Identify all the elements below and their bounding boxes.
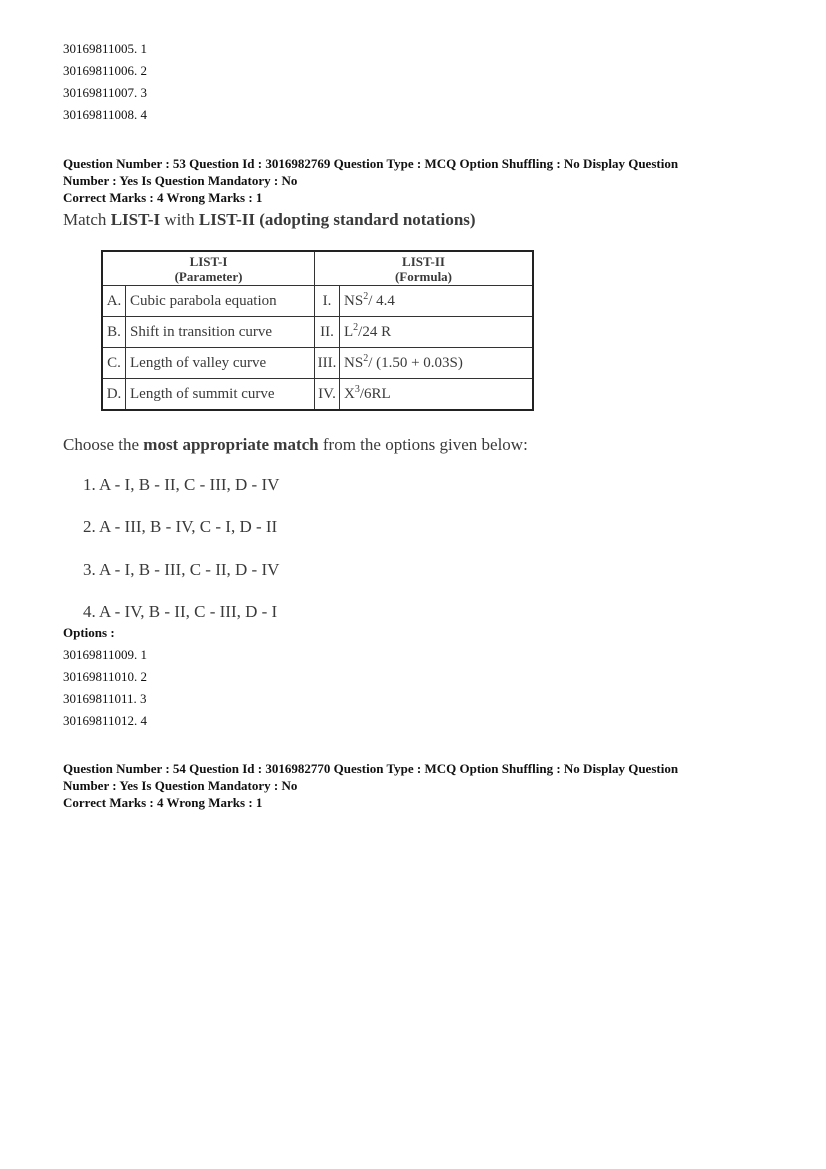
title-list2: LIST-II (adopting standard notations) — [198, 210, 476, 229]
formula-label: I. — [315, 286, 340, 317]
parameter-cell: Cubic parabola equation — [126, 286, 315, 317]
parameter-cell: Shift in transition curve — [126, 317, 315, 348]
list2-header: LIST-II (Formula) — [315, 251, 534, 286]
table-row — [102, 317, 533, 348]
question-marks: Correct Marks : 4 Wrong Marks : 1 — [63, 795, 263, 810]
list1-header: LIST-I (Parameter) — [102, 251, 315, 286]
row-label: A. — [102, 286, 126, 317]
answer-choice: 2. A - III, B - IV, C - I, D - II — [83, 517, 278, 536]
option-id: 30169811006. 2 — [63, 63, 148, 78]
formula-label: III. — [315, 348, 340, 379]
title-text: Match — [63, 210, 111, 229]
parameter-cell: Length of summit curve — [126, 379, 315, 411]
question-header — [63, 760, 763, 811]
parameter-cell: Length of valley curve — [126, 348, 315, 379]
question-header-line: Question Number : 54 Question Id : 3016982770 Question Type : MCQ Option Shuffling : No Display Question — [63, 761, 679, 776]
question-title — [63, 210, 476, 230]
question-header-line: Question Number : 53 Question Id : 3016982769 Question Type : MCQ Option Shuffling : No Display Question — [63, 156, 679, 171]
option-id: 30169811007. 3 — [63, 85, 148, 100]
formula-cell: $L^2/24$ R — [340, 317, 534, 348]
options-label: Options : — [63, 625, 115, 640]
question-header-line: Number : Yes Is Question Mandatory : No — [63, 173, 298, 188]
option-id: 30169811011. 3 — [63, 691, 147, 706]
title-text: with — [160, 210, 199, 229]
row-label: B. — [102, 317, 126, 348]
choose-instruction: Choose the most appropriate match from the options given below: — [63, 435, 528, 454]
formula-cell: $X^3/6RL$ — [340, 379, 534, 411]
formula-label: IV. — [315, 379, 340, 411]
choose-bold: most appropriate match — [143, 435, 319, 454]
option-id: 30169811009. 1 — [63, 647, 148, 662]
answer-choice: 3. A - I, B - III, C - II, D - IV — [83, 560, 280, 579]
table-row — [102, 379, 533, 411]
answer-choice: 1. A - I, B - II, C - III, D - IV — [83, 475, 280, 494]
answer-choice: 4. A - IV, B - II, C - III, D - I — [83, 602, 278, 621]
option-id: 30169811008. 4 — [63, 107, 148, 122]
question-header — [63, 155, 763, 206]
title-list1: LIST-I — [110, 210, 161, 229]
formula-cell: $NS^2/$ 4.4 — [340, 286, 534, 317]
question-marks: Correct Marks : 4 Wrong Marks : 1 — [63, 190, 263, 205]
row-label: C. — [102, 348, 126, 379]
formula-cell: $NS^2/$ (1.50 + 0.03S) — [340, 348, 534, 379]
question-header-line: Number : Yes Is Question Mandatory : No — [63, 778, 298, 793]
option-id: 30169811012. 4 — [63, 713, 148, 728]
match-table — [101, 250, 534, 411]
table-row — [102, 348, 533, 379]
formula-label: II. — [315, 317, 340, 348]
table-header-row — [102, 251, 533, 286]
table-row — [102, 286, 533, 317]
option-id: 30169811005. 1 — [63, 41, 148, 56]
option-id: 30169811010. 2 — [63, 669, 148, 684]
row-label: D. — [102, 379, 126, 411]
